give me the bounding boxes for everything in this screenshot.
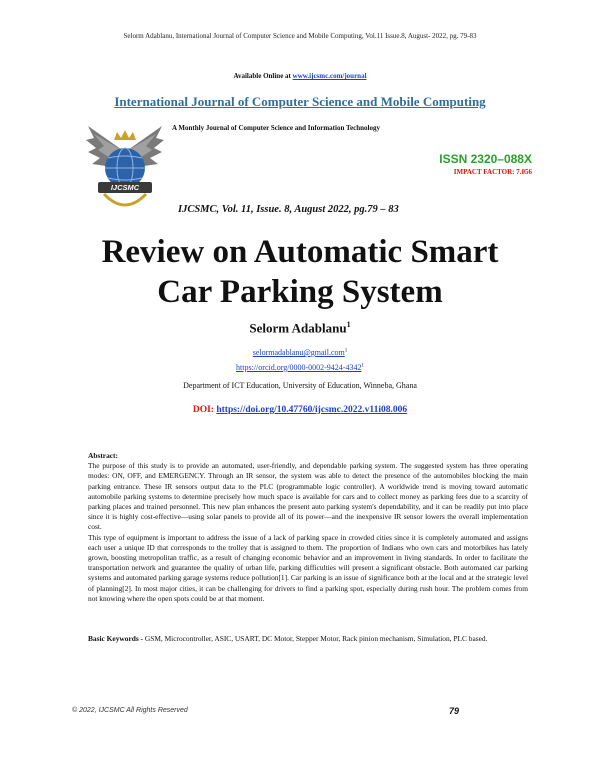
abstract-paragraph-2: This type of equipment is important to address the issue of a lack of parking space in crowded cities since it is completely automated and assigns each user a unique ID that corresponds to the trolley that is assigned to them. The proportion of Indians who own cars and motorbikes has lately grown, boosting metropolitan traffic, as a result of changing economic behavior and an improvement in living standards. In order to facilitate the transportation network and guarantee the quality of urban life, parking difficulties will present a significant obstacle. Both automated car parking systems and automated parking garage systems reduce pollution[1]. Car parking is an issue of significance both at the local and at the strategic level of planning[2]. In most major cities, it can be challenging for drivers to find a parking spot, especially during rush hour. The problem comes from not knowing where the open spots could be at that moment. [88,532,528,603]
journal-subtitle: A Monthly Journal of Computer Science and Information Technology [172,124,380,132]
keywords [88,634,528,645]
available-label: Available Online at [233,72,293,80]
abstract-paragraph-1: The purpose of this study is to provide an automated, user-friendly, and dependable parking system. The suggested system has three operating modes: ON, OFF, and EMERGENCY. Through an IR sensor, the system was able to detect the presence of the automobiles blocking the main parking entrance. These IR sensors output data to the PLC (programmable logic controller). A worldwide trend is moving toward automatic automobile parking systems to determine precisely how much space is available for cars and to collect money as parking fees due to a scarcity of parking places and trained personnel. This new plan enhances the present auto parking system's dependability, and it can be readily put into place since it is highly cost-effective—using solar panels to provide all of its power—and the inexpensive IR sensor lowers the overall implementation cost. [88,461,528,532]
paper-title [0,232,600,312]
doi-line [0,405,600,415]
logo-label: IJCSMC [110,183,140,192]
author-name: Selorm Adablanu$^1$ [249,320,351,336]
abstract-heading: Abstract: [88,451,118,460]
doi-link[interactable]: https://doi.org/10.47760/ijcsmc.2022.v11i08.006 [216,405,408,415]
doi-label: DOI: [192,405,217,415]
keywords-text: GSM, Microcontroller, ASIC, USART, DC Motor, Stepper Motor, Rack pinion mechanism, Simulation, PLC based. [144,634,488,643]
journal-logo [84,112,166,216]
journal-url-link[interactable]: www.ijcsmc.com/journal [292,72,367,80]
title-line-2: Car Parking System [157,274,443,310]
author-orcid: https://orcid.org/0000-0002-9424-4342$^1$ [236,363,364,372]
orcid-link[interactable]: https://orcid.org/0000-0002-9424-4342 [236,363,362,372]
impact-factor: IMPACT FACTOR: 7.056 [453,168,532,176]
abstract [88,451,528,604]
running-head: Selorm Adablanu, International Journal of Computer Science and Mobile Computing, Vol.11 Issue.8, August- 2022, pg. 79-83 [123,32,477,40]
journal-name: International Journal of Computer Science and Mobile Computing [114,94,486,109]
issn: ISSN 2320–088X [439,152,532,166]
eagle-logo-icon [84,112,166,216]
footer-copyright: © 2022, IJCSMC All Rights Reserved [72,707,188,714]
page-number: 79 [449,706,460,716]
citation-line: IJCSMC, Vol. 11, Issue. 8, August 2022, pg.79 – 83 [178,204,399,215]
affiliation: Department of ICT Education, University of Education, Winneba, Ghana [183,381,417,390]
keywords-label: Basic Keywords - [88,634,145,643]
email-link[interactable]: selormadablanu@gmail.com [252,348,345,357]
author-email: selormadablanu@gmail.com$^1$ [252,348,348,357]
available-online [0,72,600,80]
title-line-1: Review on Automatic Smart [101,234,499,270]
